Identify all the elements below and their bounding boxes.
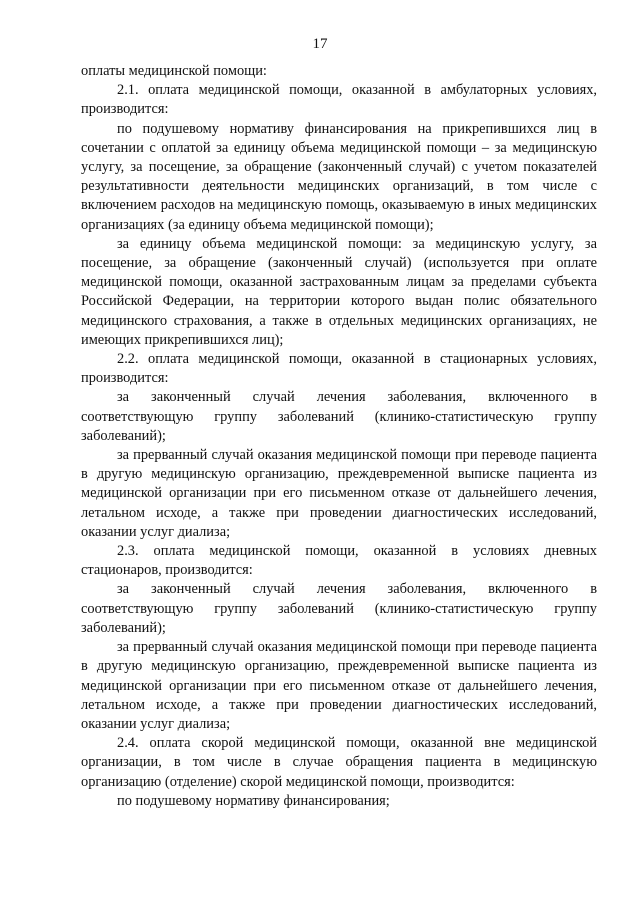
paragraph-continuation: оплаты медицинской помощи: xyxy=(81,63,267,79)
paragraph-interrupted-case: за прерванный случай оказания медицинской помощи при переводе пациента в другую медицинскую организацию, преждевременной выписке пациента из медицинской организации при его письменном отказе от дальнейшего лечения, летальном исходе, а также при проведении диагностических исследований, оказании услуг диализа; xyxy=(81,447,597,540)
paragraph-2-4-heading: 2.4. оплата скорой медицинской помощи, оказанной вне медицинской организации, в том числе в случае обращения пациента в медицинскую организацию (отделение) скорой медицинской помощи, производится: xyxy=(81,735,597,790)
paragraph-completed-case: за законченный случай лечения заболевания, включенного в соответствующую группу заболеваний (клинико-статистическую группу заболеваний); xyxy=(81,581,597,636)
page-number: 17 xyxy=(312,36,328,52)
paragraph-per-unit: за единицу объема медицинской помощи: за медицинскую услугу, за посещение, за обращение (законченный случай) (используется при оплате медицинской помощи, оказанной застрахованным лицам за пределами субъекта Российской Федерации, на территории которого выдан полис обязательного медицинского страхования, а также в отдельных медицинских организациях, не имеющих прикрепившихся лиц); xyxy=(81,235,597,348)
paragraph-per-capita-emergency: по подушевому нормативу финансирования; xyxy=(117,792,390,809)
paragraph-completed-case: за законченный случай лечения заболевания, включенного в соответствующую группу заболеваний (клинико-статистическую группу заболеваний); xyxy=(81,389,597,444)
paragraph-2-3-heading: 2.3. оплата медицинской помощи, оказанной в условиях дневных стационаров, производится: xyxy=(81,543,597,579)
document-body xyxy=(81,62,597,811)
paragraph-2-1-heading: 2.1. оплата медицинской помощи, оказанной в амбулаторных условиях, производится: xyxy=(81,82,597,118)
paragraph-2-2-heading: 2.2. оплата медицинской помощи, оказанной в стационарных условиях, производится: xyxy=(81,351,597,387)
paragraph-interrupted-case: за прерванный случай оказания медицинской помощи при переводе пациента в другую медицинскую организацию, преждевременной выписке пациента из медицинской организации при его письменном отказе от дальнейшего лечения, летальном исходе, а также при проведении диагностических исследований, оказании услуг диализа; xyxy=(81,639,597,732)
paragraph-per-capita: по подушевому нормативу финансирования на прикрепившихся лиц в сочетании с оплатой за единицу объема медицинской помощи – за медицинскую услугу, за посещение, за обращение (законченный случай) с учетом показателей результативности деятельности медицинских организаций, в том числе с включением расходов на медицинскую помощь, оказываемую в иных медицинских организациях (за единицу объема медицинской помощи); xyxy=(81,120,597,233)
